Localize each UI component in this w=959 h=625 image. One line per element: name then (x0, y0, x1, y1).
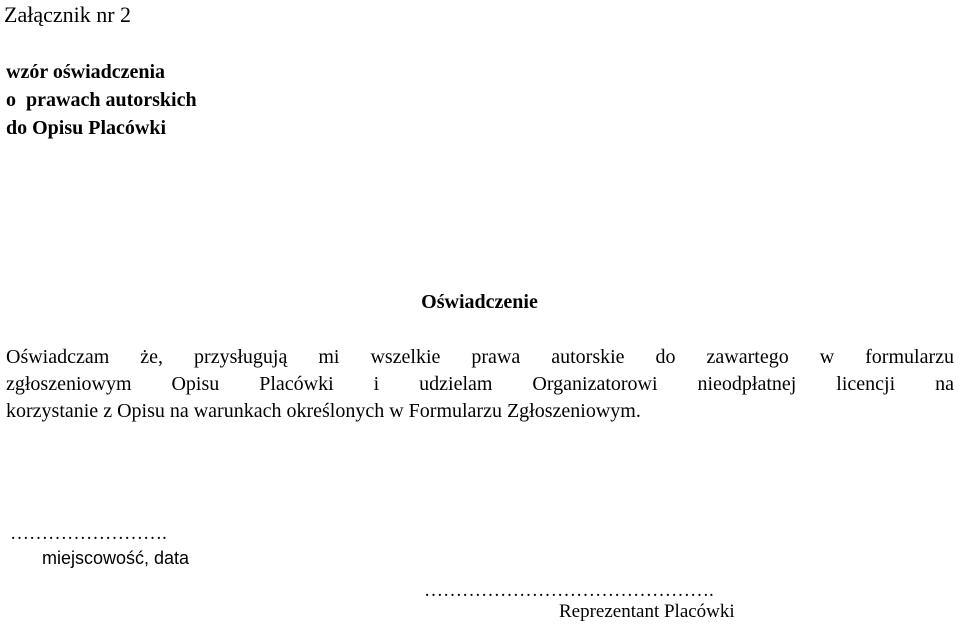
statement-line: korzystanie z Opisu na warunkach określonych w Formularzu Zgłoszeniowym. (6, 400, 641, 422)
form-heading-line: o prawach autorskich (6, 89, 197, 111)
statement-line: Oświadczam że, przysługują mi wszelkie prawa autorskie do zawartego w formularzu (6, 346, 954, 368)
attachment-label: Załącznik nr 2 (4, 2, 132, 27)
form-heading-line: wzór oświadczenia (6, 61, 166, 83)
representative-signature-line: ………………………………………. (424, 580, 714, 601)
form-heading (6, 58, 197, 142)
place-date-signature-line: ……………………. (10, 523, 167, 544)
form-heading-line: do Opisu Placówki (6, 117, 167, 139)
representative-label: Reprezentant Placówki (559, 601, 735, 622)
place-date-label: miejscowość, data (42, 548, 190, 568)
statement-line: zgłoszeniowym Opisu Placówki i udzielam Organizatorowi nieodpłatnej licencji na (6, 373, 954, 395)
statement-body (6, 344, 954, 425)
statement-title: Oświadczenie (421, 291, 538, 313)
